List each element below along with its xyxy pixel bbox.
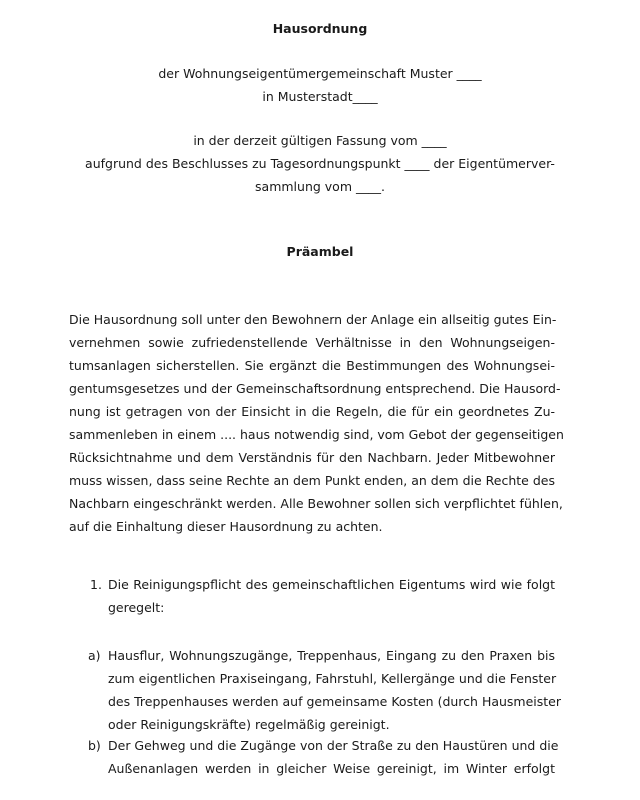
preamble-heading: Präambel	[286, 244, 354, 259]
preamble-line: Die Hausordnung soll unter den Bewohnern der Anlage ein allseitig gutes Ein-	[69, 312, 557, 327]
item-a-label: a)	[88, 648, 101, 663]
version-line-2: aufgrund des Beschlusses zu Tagesordnungspunkt ____ der Eigentümerver-	[85, 156, 555, 171]
item-a-line: oder Reinigungskräfte) regelmäßig gereinigt.	[108, 717, 390, 732]
item-b-line: Der Gehweg und die Zugänge von der Straße zu den Haustüren und die	[108, 738, 559, 753]
preamble-line: muss wissen, dass seine Rechte an dem Punkt enden, an dem die Rechte des	[69, 473, 555, 488]
version-block	[0, 129, 640, 198]
section-1-number: 1.	[90, 577, 102, 592]
item-b-text	[108, 734, 559, 780]
preamble-line: vernehmen sowie zufriedenstellende Verhältnisse in den Wohnungseigen-	[69, 335, 555, 350]
preamble-line: sammenleben in einem .... haus notwendig sind, vom Gebot der gegenseitigen	[69, 427, 564, 442]
preamble-line: Nachbarn eingeschränkt werden. Alle Bewohner sollen sich verpflichtet fühlen,	[69, 496, 563, 511]
item-b	[88, 734, 559, 780]
section-1	[90, 573, 555, 619]
section-1-text	[108, 573, 555, 619]
section-1-line: Die Reinigungspflicht des gemeinschaftlichen Eigentums wird wie folgt	[108, 577, 555, 592]
document-title: Hausordnung	[272, 21, 368, 36]
header-line-city: in Musterstadt____	[262, 89, 378, 104]
item-a-line: zum eigentlichen Praxiseingang, Fahrstuhl, Kellergänge und die Fenster	[108, 671, 557, 686]
item-a-line: Hausflur, Wohnungszugänge, Treppenhaus, Eingang zu den Praxen bis	[108, 648, 555, 663]
preamble-paragraph	[69, 308, 564, 538]
item-a	[88, 644, 562, 736]
item-a-text	[108, 644, 562, 736]
item-b-line: Außenanlagen werden in gleicher Weise gereinigt, im Winter erfolgt	[108, 761, 555, 776]
preamble-line: Rücksichtnahme und dem Verständnis für den Nachbarn. Jeder Mitbewohner	[69, 450, 555, 465]
preamble-line: nung ist getragen von der Einsicht in die Regeln, die für ein geordnetes Zu-	[69, 404, 555, 419]
preamble-line: auf die Einhaltung dieser Hausordnung zu achten.	[69, 519, 383, 534]
item-a-line: des Treppenhauses werden auf gemeinsame Kosten (durch Hausmeister	[108, 694, 562, 709]
preamble-line: tumsanlagen sicherstellen. Sie ergänzt die Bestimmungen des Wohnungsei-	[69, 358, 555, 373]
header-block	[0, 62, 640, 108]
preamble-line: gentumsgesetzes und der Gemeinschaftsordnung entsprechend. Die Hausord-	[69, 381, 561, 396]
item-b-label: b)	[88, 738, 101, 753]
version-line-3: sammlung vom ____.	[255, 179, 385, 194]
section-1-line: geregelt:	[108, 600, 165, 615]
version-line-1: in der derzeit gültigen Fassung vom ____	[193, 133, 447, 148]
header-line-community: der Wohnungseigentümergemeinschaft Muster ____	[158, 66, 482, 81]
